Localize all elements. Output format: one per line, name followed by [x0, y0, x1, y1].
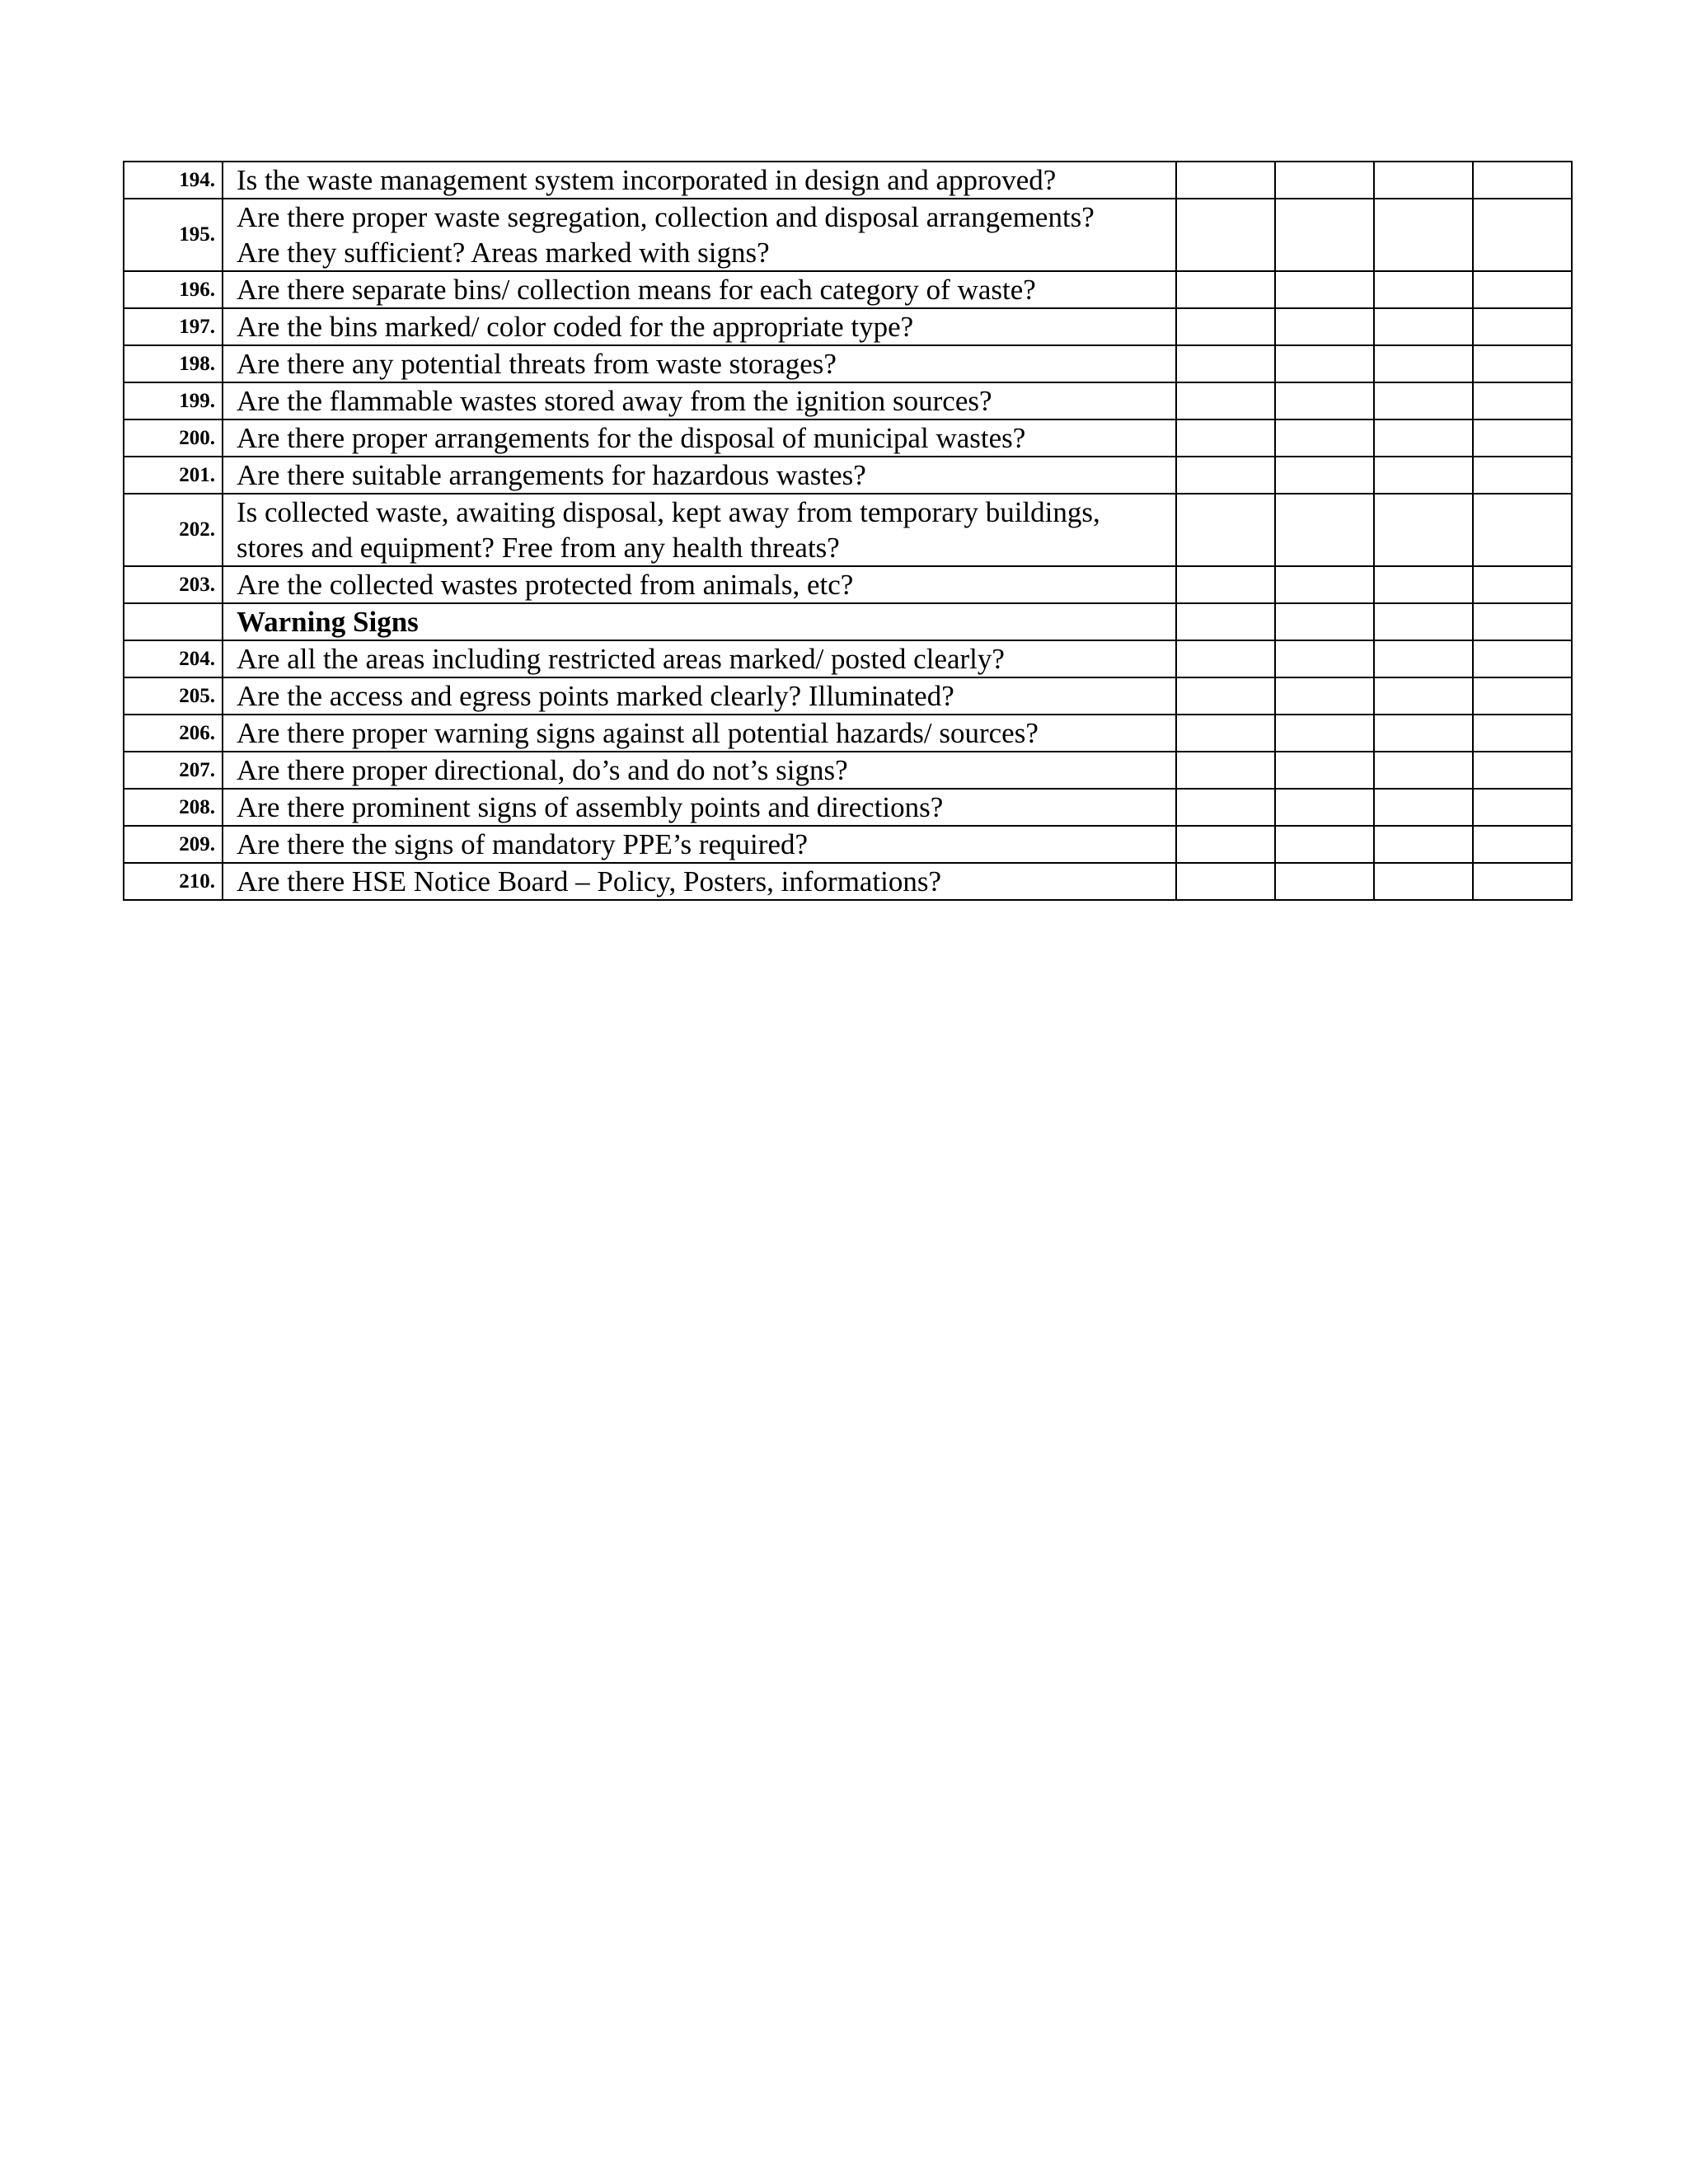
question-text — [223, 199, 1176, 271]
response-cell[interactable] — [1275, 566, 1374, 603]
checklist-row — [124, 271, 1572, 308]
response-cell[interactable] — [1473, 271, 1572, 308]
question-line: Are there proper arrangements for the disposal of municipal wastes? — [237, 422, 1026, 454]
response-cell[interactable] — [1275, 752, 1374, 789]
item-number: 199. — [124, 382, 223, 419]
question-line: Are there suitable arrangements for hazardous wastes? — [237, 459, 866, 491]
checklist-body — [124, 162, 1572, 900]
question-text — [223, 715, 1176, 752]
question-text — [223, 162, 1176, 199]
response-cell[interactable] — [1275, 308, 1374, 345]
response-cell[interactable] — [1275, 715, 1374, 752]
response-cell[interactable] — [1176, 603, 1275, 640]
response-cell[interactable] — [1473, 494, 1572, 566]
item-number: 209. — [124, 826, 223, 863]
response-cell[interactable] — [1176, 345, 1275, 382]
response-cell[interactable] — [1374, 494, 1473, 566]
question-text — [223, 382, 1176, 419]
response-cell[interactable] — [1275, 345, 1374, 382]
checklist-row — [124, 345, 1572, 382]
question-line: stores and equipment? Free from any health threats? — [237, 532, 840, 564]
question-line: Are the flammable wastes stored away from the ignition sources? — [237, 385, 992, 417]
question-line: Are there proper directional, do’s and do not’s signs? — [237, 754, 848, 786]
response-cell[interactable] — [1473, 677, 1572, 715]
checklist-row — [124, 494, 1572, 566]
response-cell[interactable] — [1473, 789, 1572, 826]
item-number: 200. — [124, 419, 223, 457]
response-cell[interactable] — [1176, 715, 1275, 752]
checklist-row — [124, 566, 1572, 603]
checklist-row — [124, 863, 1572, 900]
item-number — [124, 603, 223, 640]
response-cell[interactable] — [1275, 382, 1374, 419]
item-number: 203. — [124, 566, 223, 603]
response-cell[interactable] — [1275, 494, 1374, 566]
response-cell[interactable] — [1275, 457, 1374, 494]
item-number: 204. — [124, 640, 223, 677]
item-number: 197. — [124, 308, 223, 345]
question-line: Are the bins marked/ color coded for the appropriate type? — [237, 311, 914, 343]
response-cell[interactable] — [1176, 382, 1275, 419]
response-cell[interactable] — [1374, 677, 1473, 715]
question-line: Is collected waste, awaiting disposal, kept away from temporary buildings, — [237, 496, 1100, 528]
item-number: 208. — [124, 789, 223, 826]
response-cell[interactable] — [1473, 345, 1572, 382]
question-line: Are there the signs of mandatory PPE’s required? — [237, 828, 809, 860]
response-cell[interactable] — [1473, 566, 1572, 603]
question-text — [223, 419, 1176, 457]
response-cell[interactable] — [1176, 640, 1275, 677]
checklist-row — [124, 752, 1572, 789]
response-cell[interactable] — [1473, 308, 1572, 345]
response-cell[interactable] — [1374, 715, 1473, 752]
response-cell[interactable] — [1374, 382, 1473, 419]
response-cell[interactable] — [1176, 199, 1275, 271]
response-cell[interactable] — [1473, 715, 1572, 752]
response-cell[interactable] — [1473, 826, 1572, 863]
question-text — [223, 566, 1176, 603]
checklist-table — [123, 161, 1573, 901]
question-line: Are there separate bins/ collection means for each category of waste? — [237, 274, 1036, 306]
question-text — [223, 345, 1176, 382]
response-cell[interactable] — [1275, 271, 1374, 308]
response-cell[interactable] — [1374, 603, 1473, 640]
checklist-row — [124, 162, 1572, 199]
checklist-row — [124, 308, 1572, 345]
question-line: Are there prominent signs of assembly points and directions? — [237, 791, 944, 823]
question-line: Warning Signs — [237, 606, 419, 638]
question-text — [223, 640, 1176, 677]
response-cell[interactable] — [1374, 457, 1473, 494]
response-cell[interactable] — [1176, 566, 1275, 603]
response-cell[interactable] — [1275, 640, 1374, 677]
item-number: 194. — [124, 162, 223, 199]
question-line: Are there HSE Notice Board – Policy, Posters, informations? — [237, 865, 942, 898]
response-cell[interactable] — [1473, 199, 1572, 271]
response-cell[interactable] — [1176, 752, 1275, 789]
response-cell[interactable] — [1374, 752, 1473, 789]
response-cell[interactable] — [1473, 863, 1572, 900]
checklist-row — [124, 789, 1572, 826]
response-cell[interactable] — [1374, 789, 1473, 826]
response-cell[interactable] — [1374, 419, 1473, 457]
response-cell[interactable] — [1176, 826, 1275, 863]
question-text — [223, 457, 1176, 494]
checklist-row — [124, 457, 1572, 494]
section-header-row — [124, 603, 1572, 640]
response-cell[interactable] — [1275, 419, 1374, 457]
checklist-row — [124, 199, 1572, 271]
question-line: Are there proper warning signs against all potential hazards/ sources? — [237, 717, 1039, 749]
question-text — [223, 271, 1176, 308]
question-text — [223, 677, 1176, 715]
response-cell[interactable] — [1374, 162, 1473, 199]
response-cell[interactable] — [1275, 677, 1374, 715]
checklist-row — [124, 640, 1572, 677]
question-line: Are the collected wastes protected from animals, etc? — [237, 569, 854, 601]
item-number: 201. — [124, 457, 223, 494]
item-number: 196. — [124, 271, 223, 308]
question-line: Is the waste management system incorporated in design and approved? — [237, 164, 1057, 196]
response-cell[interactable] — [1473, 382, 1572, 419]
question-text — [223, 863, 1176, 900]
item-number: 195. — [124, 199, 223, 271]
response-cell[interactable] — [1374, 863, 1473, 900]
checklist-row — [124, 419, 1572, 457]
question-text — [223, 789, 1176, 826]
question-line: Are the access and egress points marked clearly? Illuminated? — [237, 680, 954, 712]
response-cell[interactable] — [1275, 162, 1374, 199]
item-number: 198. — [124, 345, 223, 382]
checklist-row — [124, 826, 1572, 863]
response-cell[interactable] — [1176, 419, 1275, 457]
section-title — [223, 603, 1176, 640]
item-number: 207. — [124, 752, 223, 789]
response-cell[interactable] — [1473, 603, 1572, 640]
item-number: 202. — [124, 494, 223, 566]
question-text — [223, 826, 1176, 863]
question-text — [223, 752, 1176, 789]
question-text — [223, 494, 1176, 566]
response-cell[interactable] — [1473, 752, 1572, 789]
response-cell[interactable] — [1275, 826, 1374, 863]
response-cell[interactable] — [1374, 566, 1473, 603]
response-cell[interactable] — [1473, 419, 1572, 457]
item-number: 206. — [124, 715, 223, 752]
response-cell[interactable] — [1176, 494, 1275, 566]
checklist-row — [124, 382, 1572, 419]
response-cell[interactable] — [1374, 345, 1473, 382]
response-cell[interactable] — [1176, 789, 1275, 826]
response-cell[interactable] — [1374, 271, 1473, 308]
checklist-row — [124, 677, 1572, 715]
question-line: Are all the areas including restricted areas marked/ posted clearly? — [237, 643, 1005, 675]
response-cell[interactable] — [1176, 162, 1275, 199]
response-cell[interactable] — [1275, 789, 1374, 826]
response-cell[interactable] — [1176, 863, 1275, 900]
response-cell[interactable] — [1374, 308, 1473, 345]
response-cell[interactable] — [1374, 826, 1473, 863]
question-line: Are they sufficient? Areas marked with signs? — [237, 237, 770, 269]
response-cell[interactable] — [1374, 640, 1473, 677]
question-line: Are there proper waste segregation, collection and disposal arrangements? — [237, 201, 1095, 233]
response-cell[interactable] — [1176, 271, 1275, 308]
question-line: Are there any potential threats from waste storages? — [237, 348, 837, 380]
response-cell[interactable] — [1176, 308, 1275, 345]
response-cell[interactable] — [1473, 457, 1572, 494]
response-cell[interactable] — [1473, 640, 1572, 677]
item-number: 205. — [124, 677, 223, 715]
response-cell[interactable] — [1374, 199, 1473, 271]
response-cell[interactable] — [1176, 677, 1275, 715]
response-cell[interactable] — [1275, 603, 1374, 640]
response-cell[interactable] — [1473, 162, 1572, 199]
checklist-row — [124, 715, 1572, 752]
response-cell[interactable] — [1275, 863, 1374, 900]
question-text — [223, 308, 1176, 345]
item-number: 210. — [124, 863, 223, 900]
response-cell[interactable] — [1275, 199, 1374, 271]
response-cell[interactable] — [1176, 457, 1275, 494]
